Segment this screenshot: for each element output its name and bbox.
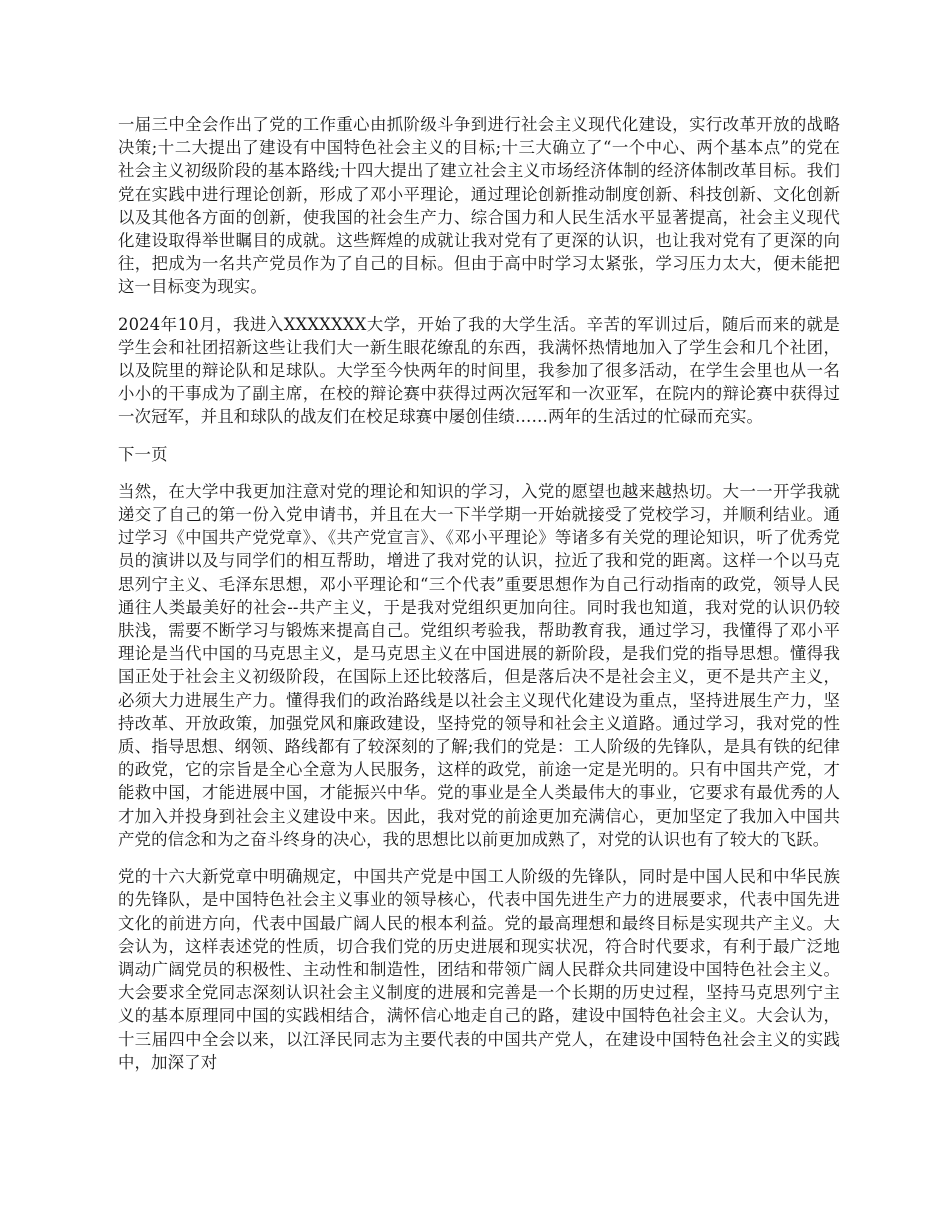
paragraph-reform-history: 一届三中全会作出了党的工作重心由抓阶级斗争到进行社会主义现代化建设，实行改革开放的战略决策;十二大提出了建设有中国特色社会主义的目标;十三大确立了“一个中心、两个基本点”的党在社会主义初级阶段的基本路线;十四大提出了建立社会主义市场经济体制的经济体制改革目标。我们党在实践中进行理论创新，形成了邓小平理论，通过理论创新推动制度创新、科技创新、文化创新以及其他各方面的创新，使我国的社会生产力、综合国力和人民生活水平显著提高，社会主义现代化建设取得举世瞩目的成就。这些辉煌的成就让我对党有了更深的认识，也让我对党有了更深的向往，把成为一名共产党员作为了自己的目标。但由于高中时学习太紧张，学习压力太大，便未能把这一目标变为现实。: [118, 115, 840, 297]
paragraph-party-constitution: 党的十六大新党章中明确规定，中国共产党是中国工人阶级的先锋队，同时是中国人民和中华民族的先锋队，是中国特色社会主义事业的领导核心，代表中国先进生产力的进展要求，代表中国先进文化的前进方向，代表中国最广阔人民的根本利益。党的最高理想和最终目标是实现共产主义。大会认为，这样表述党的性质，切合我们党的历史进展和现实状况，符合时代要求，有利于最广泛地调动广阔党员的积极性、主动性和制造性，团结和带领广阔人民群众共同建设中国特色社会主义。大会要求全党同志深刻认识社会主义制度的进展和完善是一个长期的历史过程，坚持马克思列宁主义的基本原理同中国的实践相结合，满怀信心地走自己的路，建设中国特色社会主义。大会认为，十三届四中全会以来，以江泽民同志为主要代表的中国共产党人，在建设中国特色社会主义的实践中，加深了对: [118, 867, 840, 1072]
paragraph-party-study: 当然，在大学中我更加注意对党的理论和知识的学习，入党的愿望也越来越热切。大一一开学我就递交了自己的第一份入党申请书，并且在大一下半学期一开始就接受了党校学习，并顺利结业。通过学习《中国共产党党章》、《共产党宣言》、《邓小平理论》等诸多有关党的理论知识，听了优秀党员的演讲以及与同学们的相互帮助，增进了我对党的认识，拉近了我和党的距离。这样一个以马克思列宁主义、毛泽东思想，邓小平理论和“三个代表”重要思想作为自己行动指南的政党，领导人民通往人类最美好的社会--共产主义，于是我对党组织更加向往。同时我也知道，我对党的认识仍较肤浅，需要不断学习与锻炼来提高自己。党组织考验我，帮助教育我，通过学习，我懂得了邓小平理论是当代中国的马克思主义，是马克思主义在中国进展的新阶段，是我们党的指导思想。懂得我国正处于社会主义初级阶段，在国际上还比较落后，但是落后决不是社会主义，更不是共产主义，必须大力进展生产力。懂得我们的政治路线是以社会主义现代化建设为重点，坚持进展生产力，坚持改革、开放政策，加强党风和廉政建设，坚持党的领导和社会主义道路。通过学习，我对党的性质、指导思想、纲领、路线都有了较深刻的了解;我们的党是：工人阶级的先锋队，是具有铁的纪律的政党，它的宗旨是全心全意为人民服务，这样的政党，前途一定是光明的。只有中国共产党，才能救中国，才能进展中国，才能振兴中华。党的事业是全人类最伟大的事业，它要求有最优秀的人才加入并投身到社会主义建设中来。因此，我对党的前途更加充满信心，更加坚定了我加入中国共产党的信念和为之奋斗终身的决心，我的思想比以前更加成熟了，对党的认识也有了较大的飞跃。: [118, 481, 840, 849]
paragraph-university-life: 2024年10月，我进入XXXXXXX大学，开始了我的大学生活。辛苦的军训过后，随后而来的就是学生会和社团招新这些让我们大一新生眼花缭乱的东西，我满怀热情地加入了学生会和几个社团，以及院里的辩论队和足球队。大学至今快两年的时间里，我参加了很多活动，在学生会里也从一名小小的干事成为了副主席，在校的辩论赛中获得过两次冠军和一次亚军，在院内的辩论赛中获得过一次冠军，并且和球队的战友们在校足球赛中屡创佳绩……两年的生活过的忙碌而充实。: [118, 314, 840, 427]
document-body: [118, 113, 840, 1088]
next-page-link[interactable]: 下一页: [118, 444, 168, 464]
